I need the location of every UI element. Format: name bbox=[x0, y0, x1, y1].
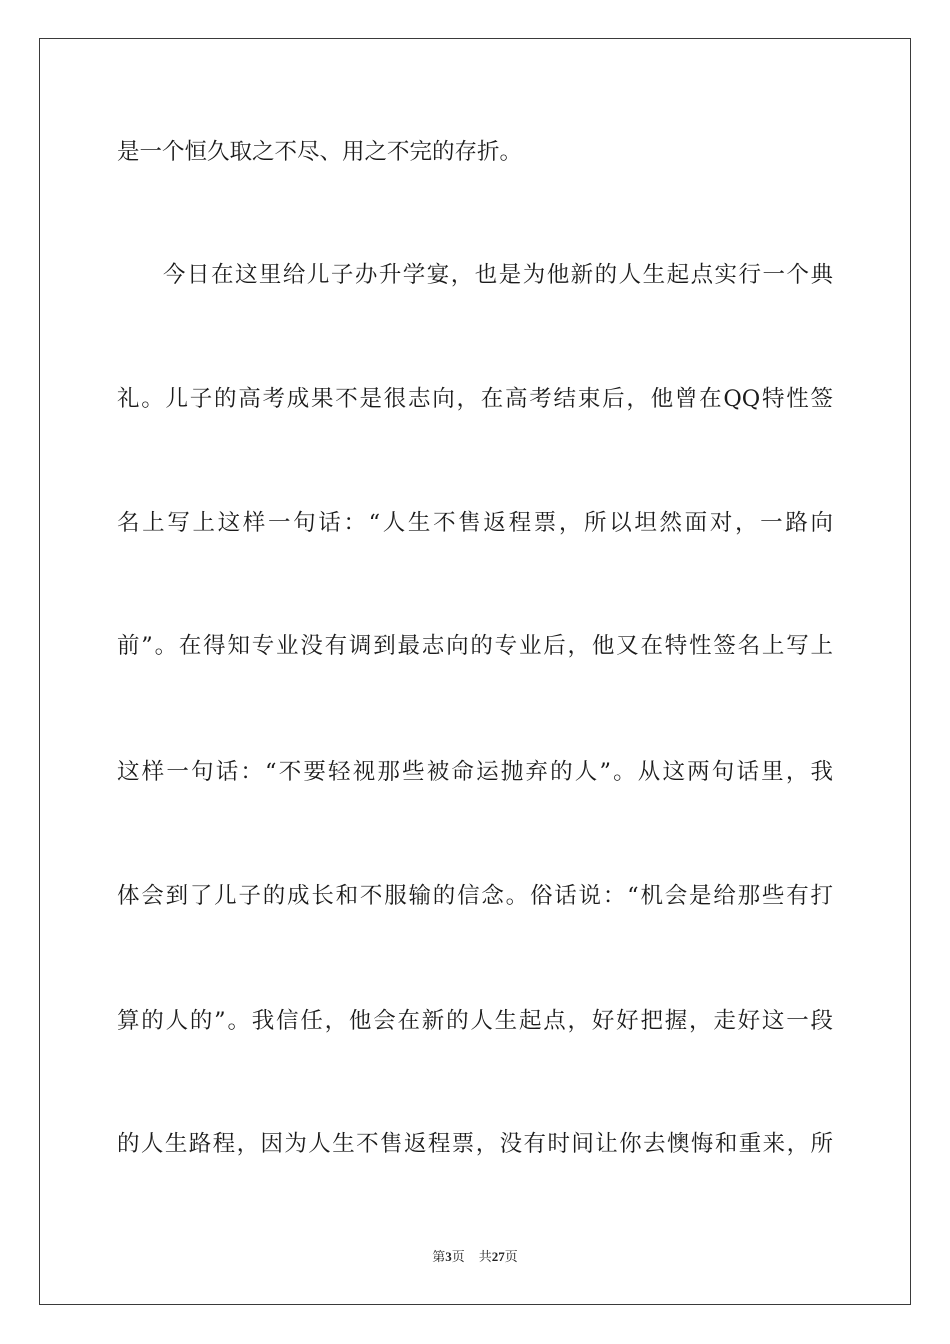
paragraph-line: 这样一句话：“不要轻视那些被命运抛弃的人”。从这两句话里，我 bbox=[117, 759, 833, 785]
paragraph-line: 今日在这里给儿子办升学宴，也是为他新的人生起点实行一个典 bbox=[163, 262, 833, 288]
paragraph-line: 是一个恒久取之不尽、用之不完的存折。 bbox=[117, 139, 523, 165]
paragraph-line: 前”。在得知专业没有调到最志向的专业后，他又在特性签名上写上 bbox=[117, 633, 833, 659]
paragraph-line: 算的人的”。我信任，他会在新的人生起点，好好把握，走好这一段 bbox=[117, 1008, 833, 1034]
total-prefix: 共 bbox=[478, 1250, 492, 1265]
page-footer bbox=[0, 1248, 950, 1267]
page-prefix: 第 bbox=[432, 1250, 446, 1265]
paragraph-line: 体会到了儿子的成长和不服输的信念。俗话说：“机会是给那些有打 bbox=[117, 883, 833, 909]
paragraph-line: 的人生路程，因为人生不售返程票，没有时间让你去懊悔和重来，所 bbox=[117, 1131, 833, 1157]
page-suffix: 页 bbox=[451, 1250, 465, 1265]
paragraph-line: 礼。儿子的高考成果不是很志向，在高考结束后，他曾在QQ特性签 bbox=[117, 386, 833, 412]
paragraph-line: 名上写上这样一句话：“人生不售返程票，所以坦然面对，一路向 bbox=[117, 510, 833, 536]
page-border bbox=[39, 38, 911, 1305]
total-suffix: 页 bbox=[504, 1250, 518, 1265]
page-number: 3 bbox=[445, 1249, 452, 1264]
total-pages: 27 bbox=[491, 1249, 505, 1264]
